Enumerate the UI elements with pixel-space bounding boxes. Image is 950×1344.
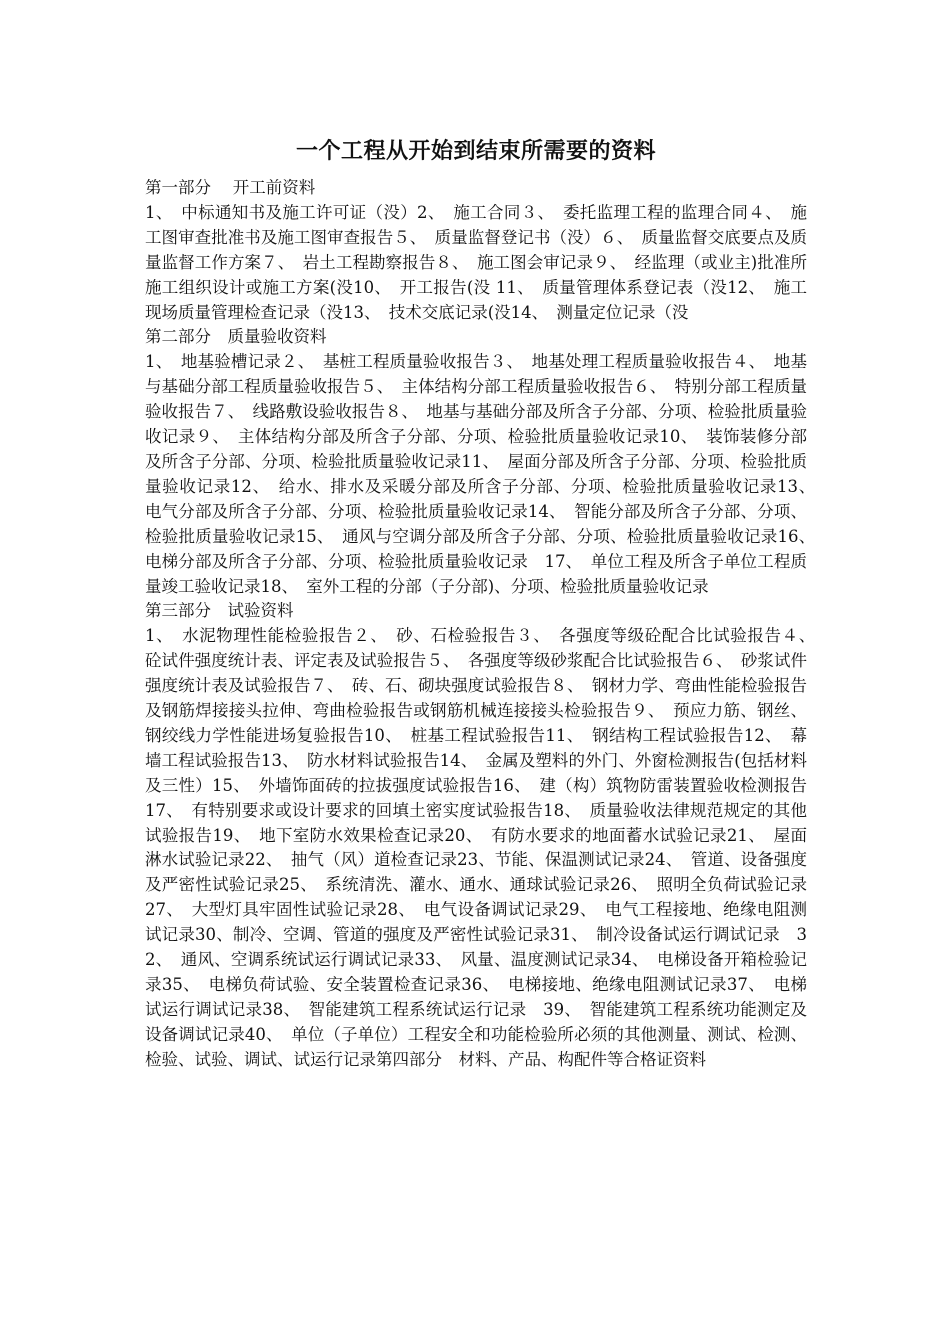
section-heading: 第三部分 试验资料 [145, 601, 294, 621]
section-pre-construction [145, 176, 807, 325]
section-quality-acceptance [145, 325, 824, 599]
document-page [145, 132, 824, 1073]
section-body: 1、 地基验槽记录２、 基桩工程质量验收报告３、 地基处理工程质量验收报告４、 地基与基础分部工程质量验收报告５、 主体结构分部工程质量验收报告６、 特别分部工程质量验收报告７、 线路敷设验收报告８、 地基与基础分部及所含子分部、分项、检验批质量验收记录９、 主体结构分部及所含子分部、分项、检验批质量验收记录10、 装饰装修分部及所含子分部、分项、检验批质量验收记录11、 屋面分部及所含子分部、分项、检验批质量验收记录12、 给水、排水及采暖分部及所含子分部、分项、检验批质量验收记录13、 电气分部及所含子分部、分项、检验批质量验收记录14、 智能分部及所含子分部、分项、检验批质量验收记录15、 通风与空调分部及所含子分部、分项、检验批质量验收记录16、 电梯分部及所含子分部、分项、检验批质量验收记录 17、 单位工程及所含子单位工程质量竣工验收记录18、 室外工程的分部（子分部)、分项、检验批质量验收记录 [145, 352, 824, 596]
section-test-data [145, 599, 824, 1072]
section-body: 1、 中标通知书及施工许可证（没）2、 施工合同３、 委托监理工程的监理合同４、 施工图审查批准书及施工图审查报告５、 质量监督登记书（没）６、 质量监督交底要点及质量监督工作方案７、 岩土工程勘察报告８、 施工图会审记录９、 经监理（或业主)批准所施工组织设计或施工方案(没10、 开工报告(没 11、 质量管理体系登记表（没12、 施工现场质量管理检查记录（没13、 技术交底记录(没14、 测量定位记录（没 [145, 202, 807, 322]
section-heading: 第二部分 质量验收资料 [145, 327, 327, 347]
section-body: 1、 水泥物理性能检验报告２、 砂、石检验报告３、 各强度等级砼配合比试验报告４、 砼试件强度统计表、评定表及试验报告５、 各强度等级砂浆配合比试验报告６、 砂浆试件强度统计表及试验报告７、 砖、石、砌块强度试验报告８、 钢材力学、弯曲性能检验报告及钢筋焊接接头拉伸、弯曲检验报告或钢筋机械连接接头检验报告９、 预应力筋、钢丝、钢绞线力学性能进场复验报告10、 桩基工程试验报告11、 钢结构工程试验报告12、 幕墙工程试验报告13、 防水材料试验报告14、 金属及塑料的外门、外窗检测报告(包括材料及三性）15、 外墙饰面砖的拉拔强度试验报告16、 建（构）筑物防雷装置验收检测报告17、 有特别要求或设计要求的回填土密实度试验报告18、 质量验收法律规范规定的其他试验报告19、 地下室防水效果检查记录20、 有防水要求的地面蓄水试验记录21、 屋面淋水试验记录22、 抽气（风）道检查记录23、节能、保温测试记录24、 管道、设备强度及严密性试验记录25、 系统清洗、灌水、通水、通球试验记录26、 照明全负荷试验记录27、 大型灯具牢固性试验记录28、 电气设备调试记录29、 电气工程接地、绝缘电阻测试记录30、制冷、空调、管道的强度及严密性试验记录31、 制冷设备试运行调试记录 32、 通风、空调系统试运行调试记录33、 风量、温度测试记录34、 电梯设备开箱检验记录35、 电梯负荷试验、安全装置检查记录36、 电梯接地、绝缘电阻测试记录37、 电梯试运行调试记录38、 智能建筑工程系统试运行记录 39、 智能建筑工程系统功能测定及设备调试记录40、 单位（子单位）工程安全和功能检验所必须的其他测量、测试、检测、检验、试验、调试、试运行记录第四部分 材料、产品、构配件等合格证资料 [145, 626, 824, 1069]
document-title: 一个工程从开始到结束所需要的资料 [295, 139, 656, 164]
section-heading: 第一部分 开工前资料 [145, 178, 316, 197]
